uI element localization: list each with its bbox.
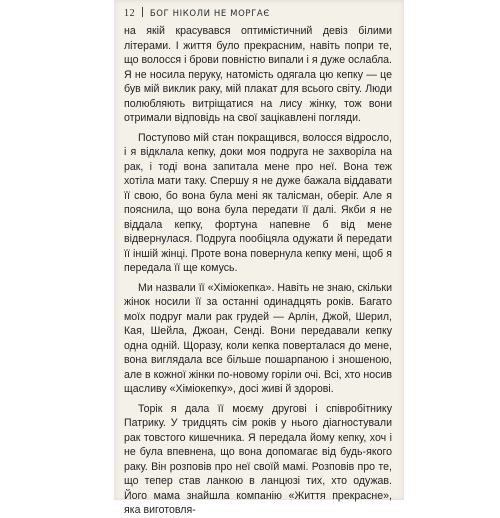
paragraph-2: Поступово мій стан покращився, волосся відросло, і я відклала кепку, доки моя подруга не захворіла на рак, і тоді вона запитала мене про неї. Вона теж хотіла мати таку. Спершу я не дуже бажала віддавати її свою, бо вона була мені як талісман, оберіг. Але я пояснила, що вона була передати її далі. Якби я не віддала кепку, фортуна напевне б від мене відвернулася. Подруга пообіцяла одужати й передати її іншій жінці. Проте вона повернула кепку мені, щоб я передала її ще комусь. bbox=[124, 131, 392, 274]
paragraph-3: Ми назвали її «Хіміокепка». Навіть не знаю, скільки жінок носили її за останні одинадцять років. Багато моїх подруг мали рак грудей — Арлін, Джой, Шерил, Кая, Шейла, Джоан, Сенді. Вони передавали кепку одна одній. Щоразу, коли кепка поверталася до мене, вона виглядала все більше пошарпаною і зношеною, але в кожної жінки по-новому горіли очі. Всі, хто носив щасливу «Хіміокепку», досі живі й здорові. bbox=[124, 281, 392, 395]
paragraph-1: на якій красувався оптимістичний девіз білими літерами. І життя було прекрасним, навіть попри те, що волосся і брови повністю випали і я дуже ослабла. Я не носила перуку, натомість одягала цю кепку — це був мій виклик раку, мій плакат для всього світу. Люди полюбляють витріщатися на лису жінку, тож вони отримали відповідь на свої зацікавлені погляди. bbox=[124, 25, 392, 124]
header-divider bbox=[142, 7, 143, 17]
running-title: БОГ НІКОЛИ НЕ МОРГАЄ bbox=[149, 9, 270, 19]
page-number: 12 bbox=[124, 8, 136, 19]
running-header bbox=[124, 7, 394, 21]
paragraph-4: Торік я дала її моєму другові і співробітнику Патрику. У тридцять сім років у нього діагностували рак товстого кишечника. Я передала йому кепку, хоч і не була впевнена, що вона допомагає від будь-якого раку. Він розповів про неї своїй мамі. Розповів про те, що тепер став ланкою в ланцюзі тих, хто одужав. Його мама знайшла компанію «Життя прекрасне», яка виготовля- bbox=[124, 402, 392, 516]
body-text bbox=[124, 24, 392, 518]
